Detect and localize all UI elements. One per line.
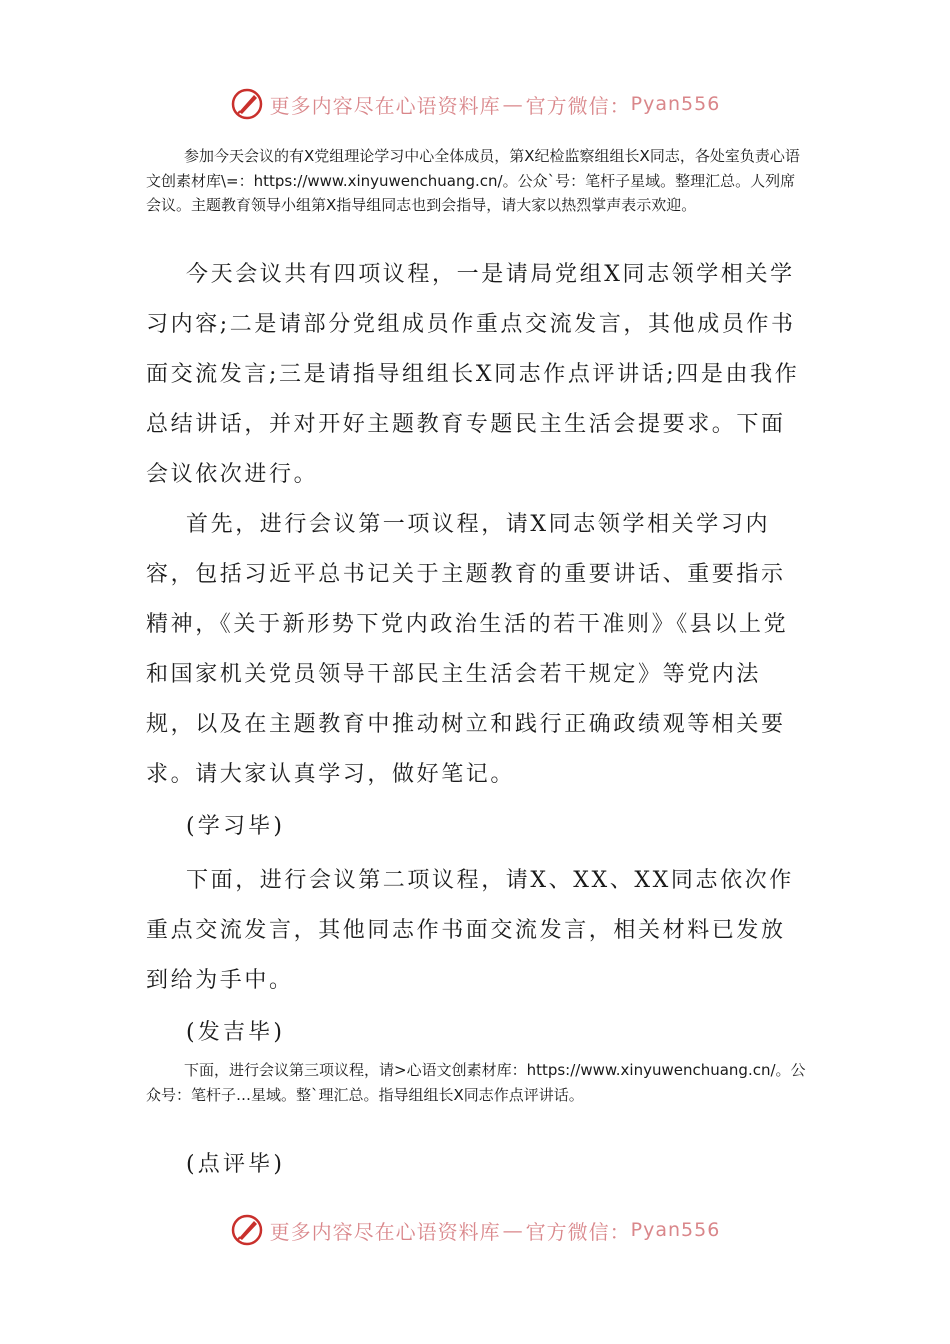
- paragraph-item-three-text: 下面，进行会议第三项议程，请>心语文创素材库：https://www.xinyuwenchuang.cn/。公众号：笔杆子…星域。整`理汇总。指导组组长X同志作点评讲话。: [146, 1061, 806, 1104]
- paragraph-review-done: (点评毕): [186, 1152, 286, 1177]
- watermark-label: 官方微信：: [525, 93, 631, 118]
- paragraph-item-two: 下面，进行会议第二项议程，请X、XX、XX同志依次作重点交流发言，其他同志作书面交流发言，相关材料已发放到给为手中。: [146, 868, 794, 993]
- watermark-text: 更多内容尽在心语资料库: [269, 93, 501, 118]
- watermark-label: 官方微信：: [525, 1219, 631, 1244]
- quill-logo-icon: [230, 87, 264, 121]
- paragraph-study-done: (学习毕): [186, 814, 286, 839]
- watermark-separator: —: [502, 1218, 524, 1242]
- paragraph-item-three: [146, 1058, 806, 1107]
- paragraph-attendees: [146, 144, 806, 218]
- paragraph-speech-done: (发吉毕): [186, 1020, 286, 1045]
- watermark-footer: [0, 1210, 950, 1250]
- watermark-account: Pyan556: [630, 93, 721, 115]
- paragraph-agenda: 今天会议共有四项议程，一是请局党组X同志领学相关学习内容;二是请部分党组成员作重点交流发言，其他成员作书面交流发言;三是请指导组组长X同志作点评讲话;四是由我作总结讲话，并对开好主题教育专题民主生活会提要求。下面会议依次进行。: [146, 262, 800, 487]
- watermark-header: [0, 84, 950, 124]
- paragraph-item-one: 首先，进行会议第一项议程，请X同志领学相关学习内容，包括习近平总书记关于主题教育的重要讲话、重要指示精神，《关于新形势下党内政治生活的若干准则》《县以上党和国家机关党员领导干部民主生活会若干规定》等党内法规，以及在主题教育中推动树立和践行正确政绩观等相关要求。请大家认真学习，做好笔记。: [146, 512, 789, 787]
- watermark-account: Pyan556: [630, 1219, 721, 1241]
- paragraph-attendees-text: 参加今天会议的有X党组理论学习中心全体成员，第X纪检监察组组长X同志，各处室负责心语文创素材库\=：https://www.xinyuwenchuang.cn/。公众`号：笔杆子星域。整理汇总。人列席会议。主题教育领导小组第X指导组同志也到会指导，请大家以热烈掌声表示欢迎。: [146, 147, 800, 214]
- watermark-text: 更多内容尽在心语资料库: [269, 1219, 501, 1244]
- watermark-separator: —: [502, 92, 524, 116]
- quill-logo-icon: [230, 1213, 264, 1247]
